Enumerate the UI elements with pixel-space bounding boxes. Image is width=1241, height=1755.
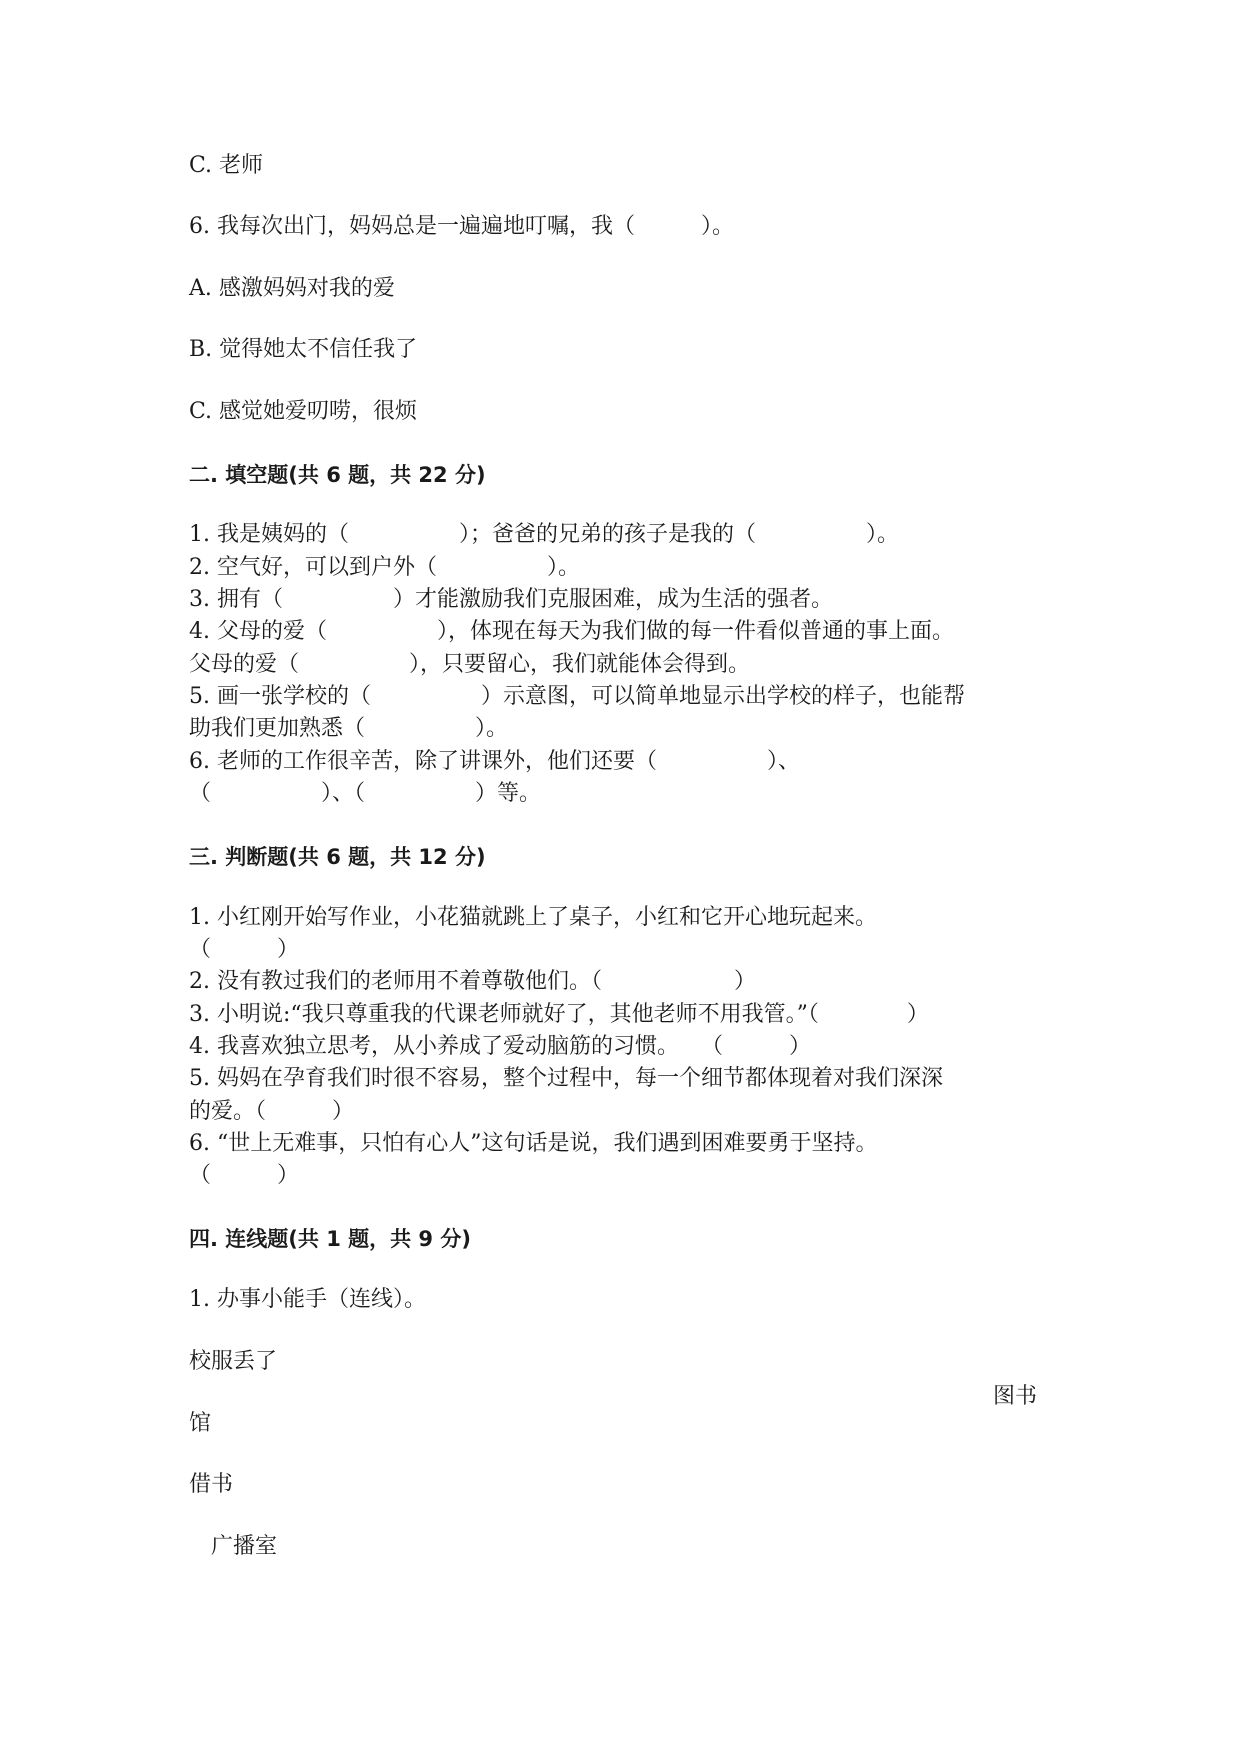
fill-q2: 2. 空气好，可以到户外（ ）。 — [189, 555, 580, 580]
judge-q2: 2. 没有教过我们的老师用不着尊敬他们。（ ） — [189, 969, 756, 994]
option-c-teacher: C. 老师 — [189, 153, 264, 178]
section-2-title: 二. 填空题(共 6 题，共 22 分) — [189, 463, 486, 487]
q6-option-a: A. 感激妈妈对我的爱 — [189, 276, 395, 301]
q6-option-b: B. 觉得她太不信任我了 — [189, 337, 418, 362]
fill-q4-line2: 父母的爱（ ），只要留心，我们就能体会得到。 — [189, 652, 751, 677]
judge-q5-line1: 5. 妈妈在孕育我们时很不容易，整个过程中，每一个细节都体现着对我们深深 — [189, 1066, 943, 1091]
match-left-item-1: 校服丢了 — [189, 1349, 278, 1374]
match-left-item-2: 馆 — [189, 1411, 212, 1436]
match-left-item-4: 广播室 — [211, 1534, 278, 1559]
judge-q4: 4. 我喜欢独立思考，从小养成了爱动脑筋的习惯。 （ ） — [189, 1034, 811, 1059]
match-question: 1. 办事小能手（连线）。 — [189, 1287, 426, 1312]
fill-q5-line2: 助我们更加熟悉（ ）。 — [189, 716, 509, 741]
match-right-item-1: 图书 — [993, 1384, 1038, 1409]
q6-stem: 6. 我每次出门，妈妈总是一遍遍地叮嘱，我（ ）。 — [189, 214, 734, 239]
fill-q1: 1. 我是姨妈的（ ）；爸爸的兄弟的孩子是我的（ ）。 — [189, 522, 899, 547]
judge-q6-line2: （ ） — [189, 1163, 300, 1188]
fill-q6-line2: （ ）、（ ）等。 — [189, 781, 542, 806]
judge-q6-line1: 6. “世上无难事，只怕有心人”这句话是说，我们遇到困难要勇于坚持。 — [189, 1131, 878, 1156]
fill-q4-line1: 4. 父母的爱（ ），体现在每天为我们做的每一件看似普通的事上面。 — [189, 619, 954, 644]
judge-q1-line2: （ ） — [189, 937, 300, 962]
judge-q3: 3. 小明说:“我只尊重我的代课老师就好了，其他老师不用我管。”（ ） — [189, 1002, 929, 1027]
match-left-item-3: 借书 — [189, 1472, 234, 1497]
q6-option-c: C. 感觉她爱叨唠，很烦 — [189, 399, 418, 424]
judge-q5-line2: 的爱。（ ） — [189, 1099, 355, 1124]
fill-q3: 3. 拥有（ ）才能激励我们克服困难，成为生活的强者。 — [189, 587, 833, 612]
section-4-title: 四. 连线题(共 1 题，共 9 分) — [189, 1227, 471, 1251]
fill-q6-line1: 6. 老师的工作很辛苦，除了讲课外，他们还要（ ）、 — [189, 749, 800, 774]
section-3-title: 三. 判断题(共 6 题，共 12 分) — [189, 845, 486, 869]
judge-q1-line1: 1. 小红刚开始写作业，小花猫就跳上了桌子，小红和它开心地玩起来。 — [189, 905, 877, 930]
fill-q5-line1: 5. 画一张学校的（ ）示意图，可以简单地显示出学校的样子，也能帮 — [189, 684, 965, 709]
